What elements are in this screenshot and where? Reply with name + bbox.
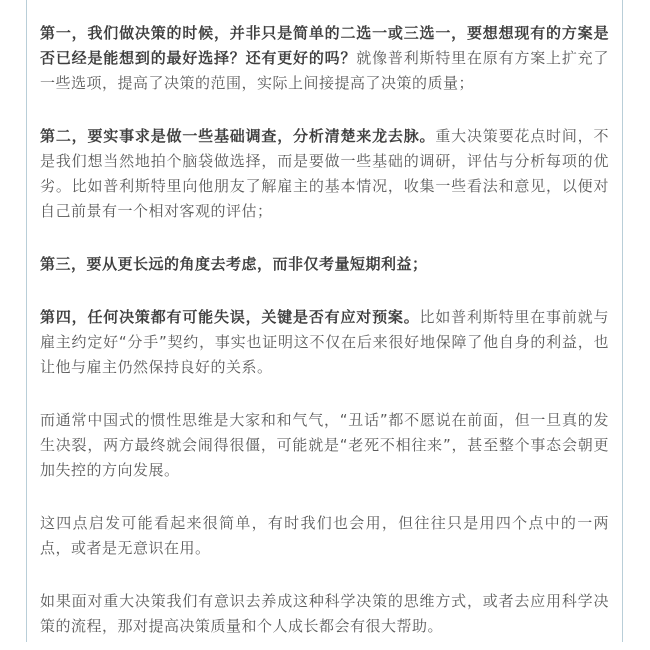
paragraph <box>40 589 609 639</box>
paragraph-lead-bold: 第二，要实事求是做一些基础调查，分析清楚来龙去脉。 <box>40 127 436 145</box>
paragraph-text: 重大决策要花点时间，不是我们想当然地拍个脑袋做选择，而是要做一些基础的调研，评估与分析每项的优劣。比如普利斯特里向他朋友了解雇主的基本情况，收集一些看法和意见，以便对自己前景有一个相对客观的评估； <box>40 127 609 220</box>
paragraph-text: 这四点启发可能看起来很简单，有时我们也会用，但往往只是用四个点中的一两点，或者是无意识在用。 <box>40 514 609 557</box>
paragraph <box>40 252 609 277</box>
paragraph <box>40 511 609 561</box>
paragraph-lead-bold: 第三，要从更长远的角度去考虑，而非仅考量短期利益； <box>40 255 428 273</box>
paragraph-lead-bold: 第一，我们做决策的时候，并非只是简单的二选一或三选一，要想想现有的方案是否已经是能想到的最好选择？还有更好的吗？ <box>40 24 609 67</box>
paragraph-lead-bold: 第四，任何决策都有可能失误，关键是否有应对预案。 <box>40 308 420 326</box>
paragraph <box>40 408 609 483</box>
paragraph <box>40 21 609 96</box>
article-frame <box>26 0 623 642</box>
paragraph <box>40 305 609 380</box>
paragraph <box>40 124 609 224</box>
paragraph-text: 如果面对重大决策我们有意识去养成这种科学决策的思维方式，或者去应用科学决策的流程，那对提高决策质量和个人成长都会有很大帮助。 <box>40 592 609 635</box>
article-body <box>27 0 622 639</box>
paragraph-text: 比如普利斯特里在事前就与雇主约定好“分手”契约，事实也证明这不仅在后来很好地保障了他自身的利益，也让他与雇主仍然保持良好的关系。 <box>40 308 609 376</box>
paragraph-text: 而通常中国式的惯性思维是大家和和气气，“丑话”都不愿说在前面，但一旦真的发生决裂，两方最终就会闹得很僵，可能就是“老死不相往来”，甚至整个事态会朝更加失控的方向发展。 <box>40 411 609 479</box>
paragraph-text: 就像普利斯特里在原有方案上扩充了一些选项，提高了决策的范围，实际上间接提高了决策的质量； <box>40 49 609 92</box>
